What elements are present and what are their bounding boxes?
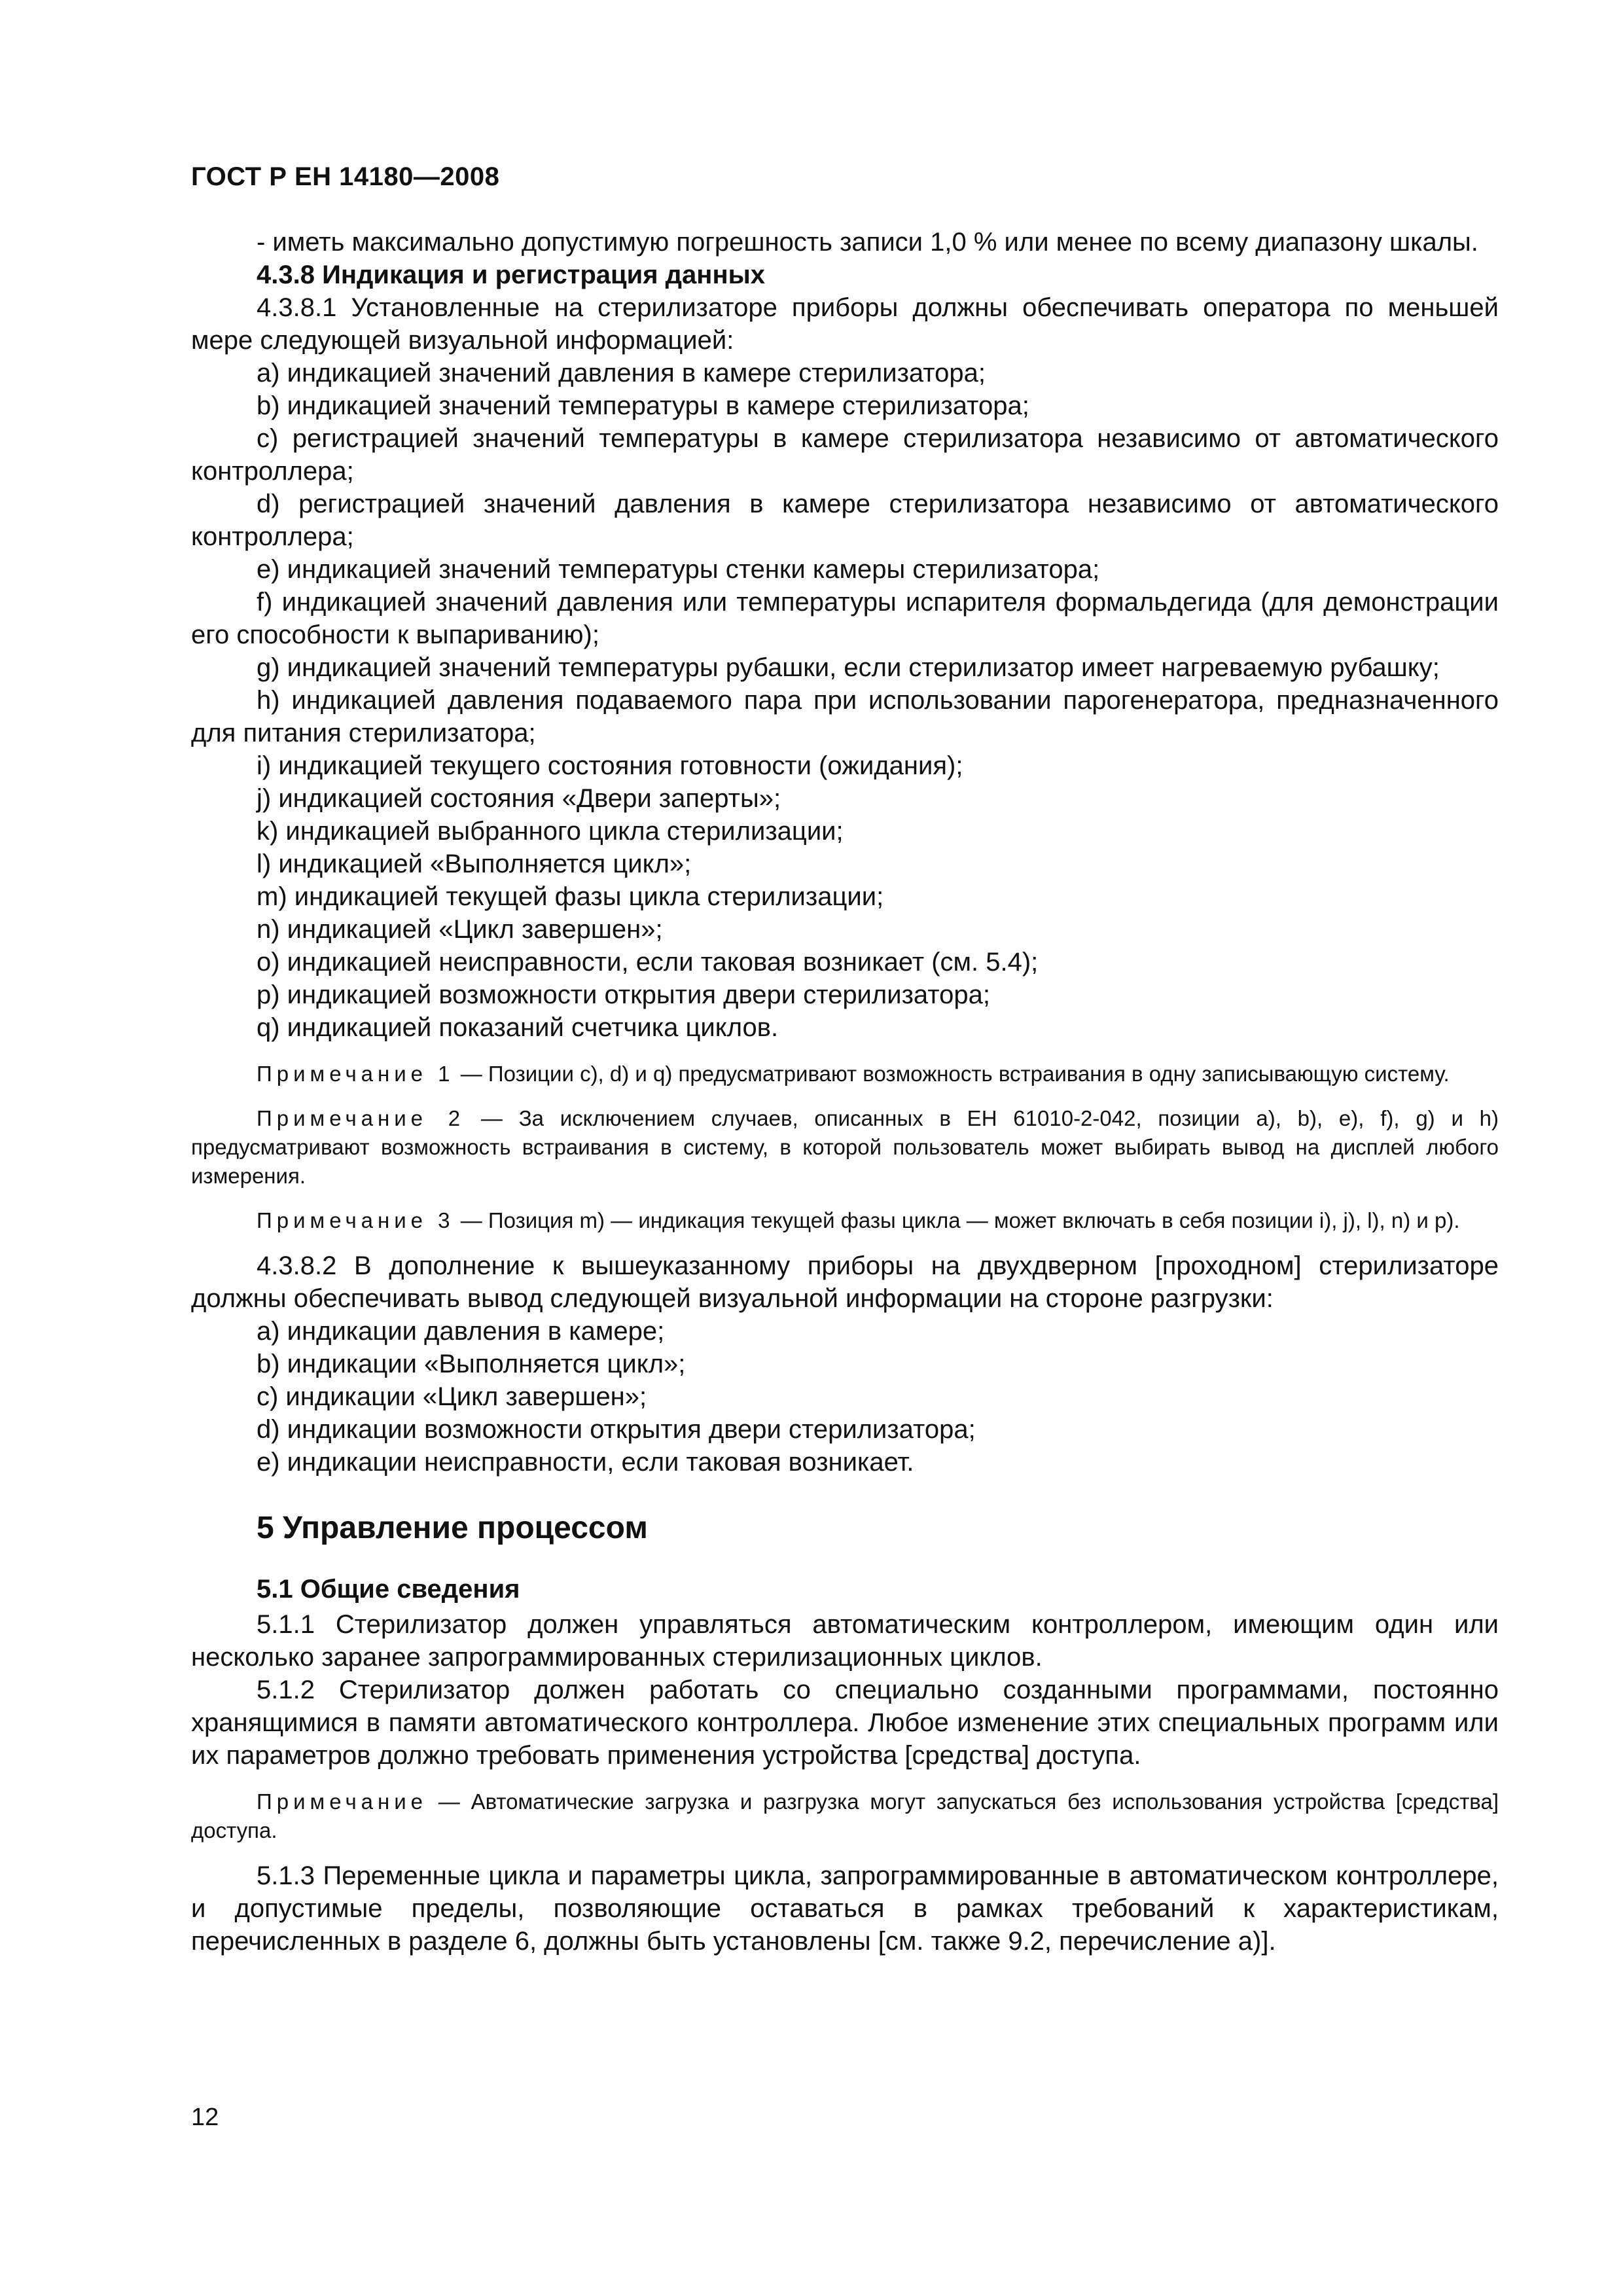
subsection-heading: 5.1 Общие сведения — [257, 1575, 520, 1604]
section-heading: 5 Управление процессом — [257, 1511, 648, 1545]
list-item: p) индикацией возможности открытия двери стерилизатора; — [257, 980, 991, 1009]
list-item: m) индикацией текущей фазы цикла стерилизации; — [257, 882, 884, 911]
list-item: f) индикацией значений давления или температуры испарителя формальдегида (для демонстрации его способности к выпариванию); — [191, 588, 1499, 649]
note-3 — [191, 1206, 1499, 1235]
list-item: k) индикацией выбранного цикла стерилизации; — [257, 817, 844, 846]
list-item: g) индикацией значений температуры рубашки, если стерилизатор имеет нагреваемую рубашку; — [257, 653, 1440, 682]
list-item: o) индикацией неисправности, если таковая возникает (см. 5.4); — [257, 948, 1039, 977]
list-item: c) индикации «Цикл завершен»; — [257, 1382, 647, 1411]
note-text: — Позиция m) — индикация текущей фазы цикла — может включать в себя позиции i), j), l), n) и p). — [454, 1208, 1460, 1232]
list-item: h) индикацией давления подаваемого пара при использовании парогенератора, предназначенного для питания стерилизатора; — [191, 686, 1499, 747]
list-item: d) регистрацией значений давления в камере стерилизатора независимо от автоматического контроллера; — [191, 490, 1499, 551]
note-label: Примечание 3 — [257, 1208, 455, 1232]
note-text: — Автоматические загрузка и разгрузка могут запускаться без использования устройства [средства] доступа. — [191, 1789, 1499, 1842]
note-label: Примечание — [257, 1789, 428, 1814]
document-body — [191, 226, 1499, 1958]
list-item: i) индикацией текущего состояния готовности (ожидания); — [257, 751, 963, 780]
subsection-heading: 4.3.8 Индикация и регистрация данных — [257, 260, 766, 289]
list-item: b) индикацией значений температуры в камере стерилизатора; — [257, 391, 1029, 420]
note-label: Примечание 1 — [257, 1062, 455, 1086]
list-item: n) индикацией «Цикл завершен»; — [257, 915, 663, 944]
page-number: 12 — [191, 2104, 219, 2131]
list-item: d) индикации возможности открытия двери стерилизатора; — [257, 1415, 976, 1444]
list-item: q) индикацией показаний счетчика циклов. — [257, 1013, 779, 1042]
note-text: — За исключением случаев, описанных в ЕН 61010-2-042, позиции a), b), e), f), g) и h) предусматривают возможность встраивания в систему, в которой пользователь может выбирать вывод на дисплей любого измерения. — [191, 1106, 1499, 1188]
note-2 — [191, 1104, 1499, 1191]
list-item: a) индикации давления в камере; — [257, 1317, 665, 1346]
list-item: j) индикацией состояния «Двери заперты»; — [257, 784, 781, 813]
note-text: — Позиции c), d) и q) предусматривают возможность встраивания в одну записывающую систему. — [454, 1062, 1450, 1086]
list-item: e) индикацией значений температуры стенки камеры стерилизатора; — [257, 555, 1100, 584]
paragraph: 4.3.8.2 В дополнение к вышеуказанному приборы на двухдверном [проходном] стерилизаторе должны обеспечивать вывод следующей визуальной информации на стороне разгрузки: — [191, 1251, 1499, 1313]
note — [191, 1787, 1499, 1845]
list-item: l) индикацией «Выполняется цикл»; — [257, 850, 692, 878]
paragraph: 4.3.8.1 Установленные на стерилизаторе приборы должны обеспечивать оператора по меньшей мере следующей визуальной информацией: — [191, 293, 1499, 355]
note-label: Примечание 2 — [257, 1106, 465, 1130]
paragraph: 5.1.2 Стерилизатор должен работать со специально созданными программами, постоянно хранящимися в памяти автоматического контроллера. Любое изменение этих специальных программ или их параметров должно требовать применения устройства [средства] доступа. — [191, 1676, 1499, 1770]
list-item: e) индикации неисправности, если таковая возникает. — [257, 1448, 914, 1477]
list-item: a) индикацией значений давления в камере стерилизатора; — [257, 359, 986, 387]
list-item: b) индикации «Выполняется цикл»; — [257, 1350, 686, 1378]
list-item: c) регистрацией значений температуры в камере стерилизатора независимо от автоматического контроллера; — [191, 424, 1499, 486]
note-1 — [191, 1060, 1499, 1088]
paragraph: 5.1.3 Переменные цикла и параметры цикла, запрограммированные в автоматическом контроллере, и допустимые пределы, позволяющие оставаться в рамках требований к характеристикам, перечисленных в разделе 6, должны быть установлены [см. также 9.2, перечисление a)]. — [191, 1861, 1499, 1956]
paragraph: - иметь максимально допустимую погрешность записи 1,0 % или менее по всему диапазону шкалы. — [257, 228, 1478, 257]
paragraph: 5.1.1 Стерилизатор должен управляться автоматическим контроллером, имеющим один или несколько заранее запрограммированных стерилизационных циклов. — [191, 1610, 1499, 1672]
document-number: ГОСТ Р ЕН 14180—2008 — [191, 162, 500, 191]
